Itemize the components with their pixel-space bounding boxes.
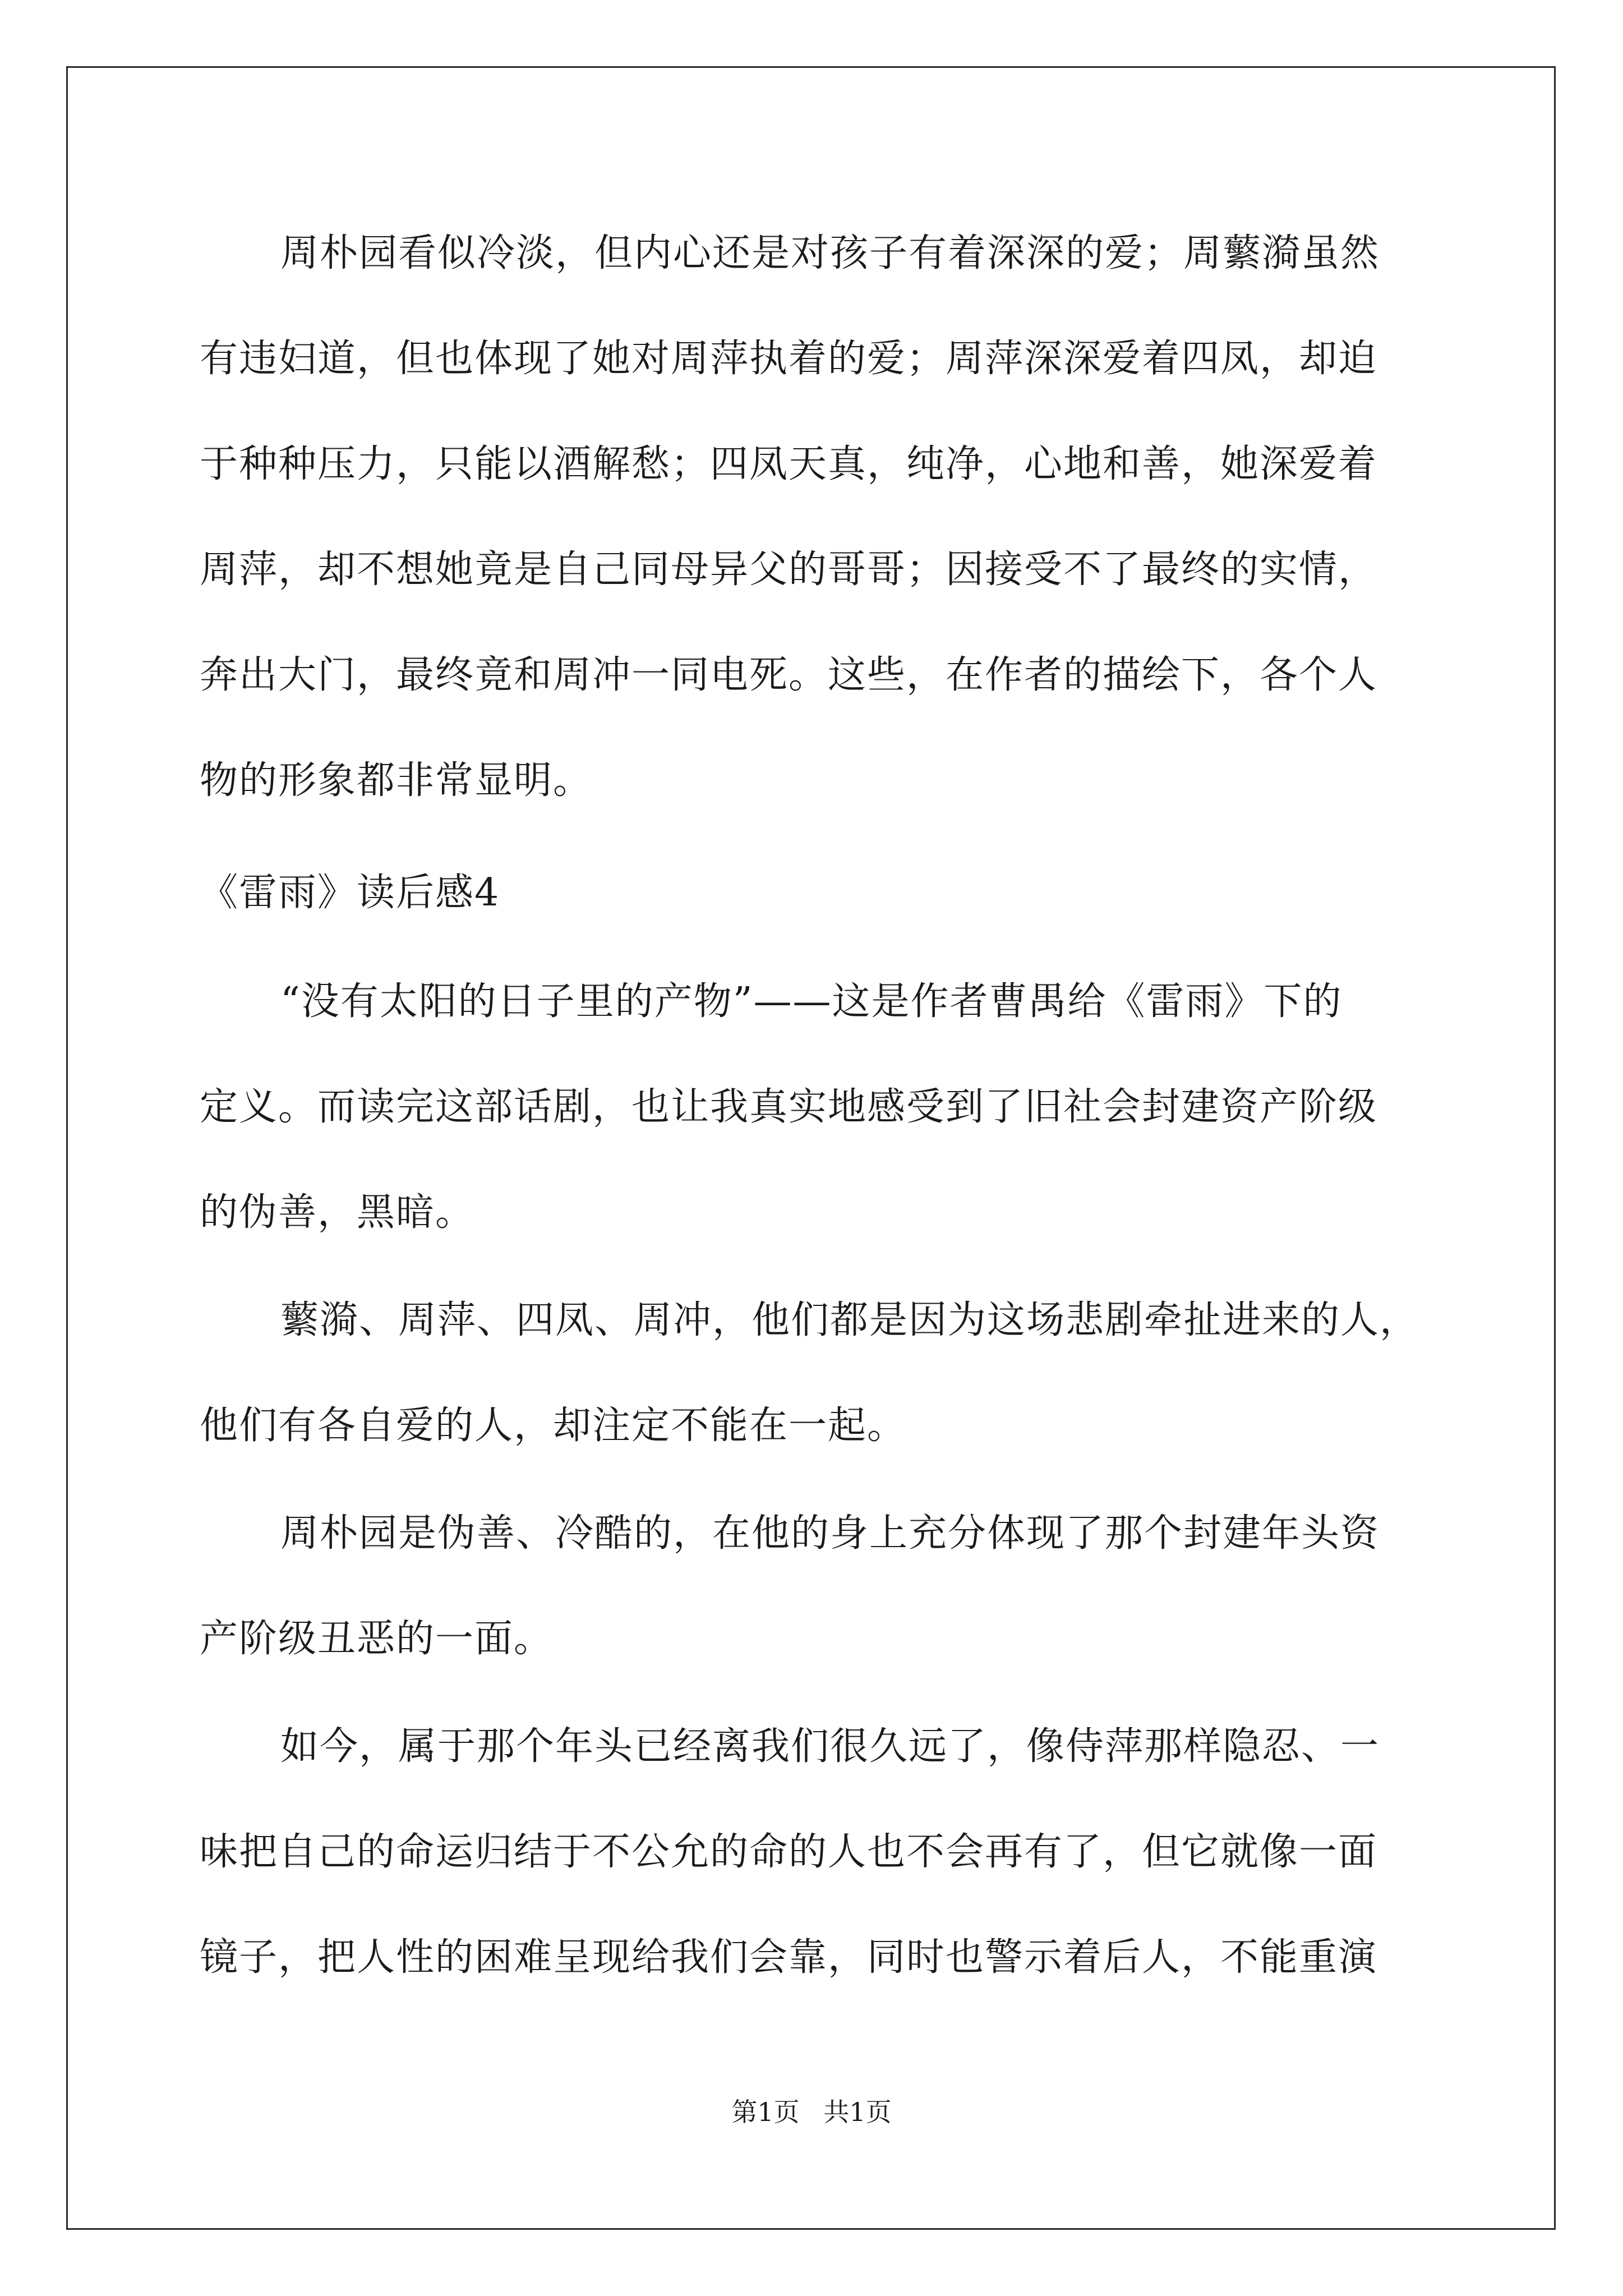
text-line: 蘩漪、周萍、四凤、周冲，他们都是因为这场悲剧牵扯进来的人， <box>280 1298 1419 1342</box>
page-footer <box>0 2096 1623 2128</box>
text-line: 的伪善，黑暗。 <box>200 1190 475 1235</box>
text-line: 如今，属于那个年头已经离我们很久远了，像侍萍那样隐忍、一 <box>280 1724 1380 1769</box>
text-line: 于种种压力，只能以酒解愁；四凤天真，纯净，心地和善，她深爱着 <box>200 442 1378 486</box>
text-line: 周朴园是伪善、冷酷的，在他的身上充分体现了那个封建年头资 <box>280 1511 1380 1556</box>
text-line: 定义。而读完这部话剧，也让我真实地感受到了旧社会封建资产阶级 <box>200 1085 1378 1129</box>
text-line: 物的形象都非常显明。 <box>200 758 593 803</box>
text-line: “没有太阳的日子里的产物”——这是作者曹禺给《雷雨》下的 <box>280 979 1343 1024</box>
text-line: 周朴园看似冷淡，但内心还是对孩子有着深深的爱；周蘩漪虽然 <box>280 231 1380 275</box>
text-line: 镜子，把人性的困难呈现给我们会靠，同时也警示着后人，不能重演 <box>200 1935 1378 1980</box>
page-number: 第1页 <box>731 2097 800 2127</box>
page-total: 共1页 <box>823 2097 892 2127</box>
text-line: 他们有各自爱的人，却注定不能在一起。 <box>200 1404 907 1448</box>
text-line: 有违妇道，但也体现了她对周萍执着的爱；周萍深深爱着四凤，却迫 <box>200 337 1378 381</box>
text-line: 产阶级丑恶的一面。 <box>200 1617 554 1661</box>
text-line: 周萍，却不想她竟是自己同母异父的哥哥；因接受不了最终的实情， <box>200 547 1378 592</box>
text-line: 味把自己的命运归结于不公允的命的人也不会再有了，但它就像一面 <box>200 1830 1378 1874</box>
text-line: 奔出大门，最终竟和周冲一同电死。这些，在作者的描绘下，各个人 <box>200 653 1378 697</box>
section-heading: 《雷雨》读后感4 <box>200 871 500 915</box>
page-border <box>66 66 1556 2230</box>
